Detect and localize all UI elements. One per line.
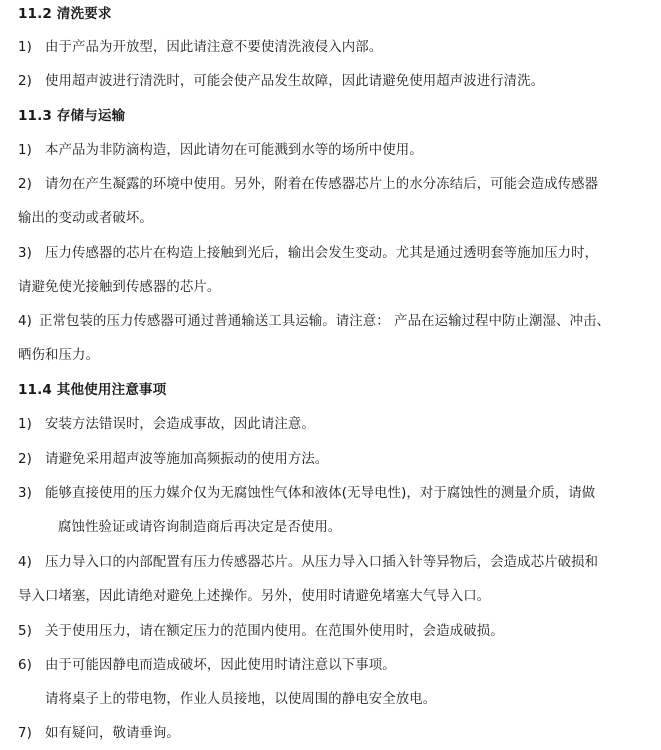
- list-item: [18, 39, 382, 57]
- item-text: 本产品为非防滴构造，因此请勿在可能溅到水等的场所中使用。: [45, 143, 423, 158]
- list-item: [18, 142, 423, 160]
- item-number: 5): [18, 624, 32, 639]
- section-heading-11-4: 11.4 其他使用注意事项: [18, 382, 167, 398]
- item-number: 3): [18, 486, 32, 501]
- section-heading-11-3: 11.3 存储与运输: [18, 108, 126, 124]
- list-item: [18, 725, 180, 743]
- item-text: 压力传感器的芯片在构造上接触到光后，输出会发生变动。尤其是通过透明套等施加压力时，: [45, 246, 599, 261]
- item-text: 安装方法错误时，会造成事故，因此请注意。: [45, 417, 315, 432]
- item-text: 由于产品为开放型，因此请注意不要使清洗液侵入内部。: [45, 40, 383, 55]
- item-text: 使用超声波进行清洗时，可能会使产品发生故障，因此请避免使用超声波进行清洗。: [45, 74, 545, 89]
- list-item-continuation: 导入口堵塞，因此请绝对避免上述操作。另外，使用时请避免堵塞大气导入口。: [18, 589, 491, 604]
- item-number: 1): [18, 143, 32, 158]
- item-number: 4): [18, 555, 32, 570]
- list-item-continuation: 腐蚀性验证或请咨询制造商后再决定是否使用。: [58, 520, 342, 535]
- item-text: 请避免采用超声波等施加高频振动的使用方法。: [45, 452, 329, 467]
- item-number: 1): [18, 417, 32, 432]
- list-item: [18, 485, 595, 503]
- item-text: 如有疑问，敬请垂询。: [45, 726, 180, 741]
- item-number: 3): [18, 246, 32, 261]
- list-item: [18, 623, 504, 641]
- list-item: [18, 451, 328, 469]
- list-item: [18, 313, 610, 331]
- list-item-continuation: 请将桌子上的带电物，作业人员接地，以使周围的静电安全放电。: [45, 692, 437, 707]
- list-item-continuation: 请避免使光接触到传感器的芯片。: [18, 280, 221, 295]
- item-text: 正常包装的压力传感器可通过普通输送工具运输。请注意： 产品在运输过程中防止潮湿、冲击、: [39, 314, 610, 329]
- section-heading-11-2: 11.2 清洗要求: [18, 6, 112, 22]
- item-number: 2): [18, 452, 32, 467]
- item-number: 7): [18, 726, 32, 741]
- item-number: 4): [18, 314, 32, 329]
- list-item: [18, 176, 598, 194]
- list-item: [18, 245, 598, 263]
- item-text: 由于可能因静电而造成破坏，因此使用时请注意以下事项。: [45, 658, 396, 673]
- list-item-continuation: 晒伤和压力。: [18, 348, 99, 363]
- list-item: [18, 554, 598, 572]
- item-text: 压力导入口的内部配置有压力传感器芯片。从压力导入口插入针等异物后，会造成芯片破损和: [45, 555, 599, 570]
- item-text: 能够直接使用的压力媒介仅为无腐蚀性气体和液体(无导电性)，对于腐蚀性的测量介质，请做: [45, 486, 596, 501]
- item-number: 1): [18, 40, 32, 55]
- list-item: [18, 73, 544, 91]
- item-text: 关于使用压力，请在额定压力的范围内使用。在范围外使用时，会造成破损。: [45, 624, 504, 639]
- list-item-continuation: 输出的变动或者破坏。: [18, 211, 153, 226]
- list-item: [18, 416, 315, 434]
- item-number: 6): [18, 658, 32, 673]
- item-text: 请勿在产生凝露的环境中使用。另外，附着在传感器芯片上的水分冻结后，可能会造成传感器: [45, 177, 599, 192]
- item-number: 2): [18, 74, 32, 89]
- list-item: [18, 657, 396, 675]
- item-number: 2): [18, 177, 32, 192]
